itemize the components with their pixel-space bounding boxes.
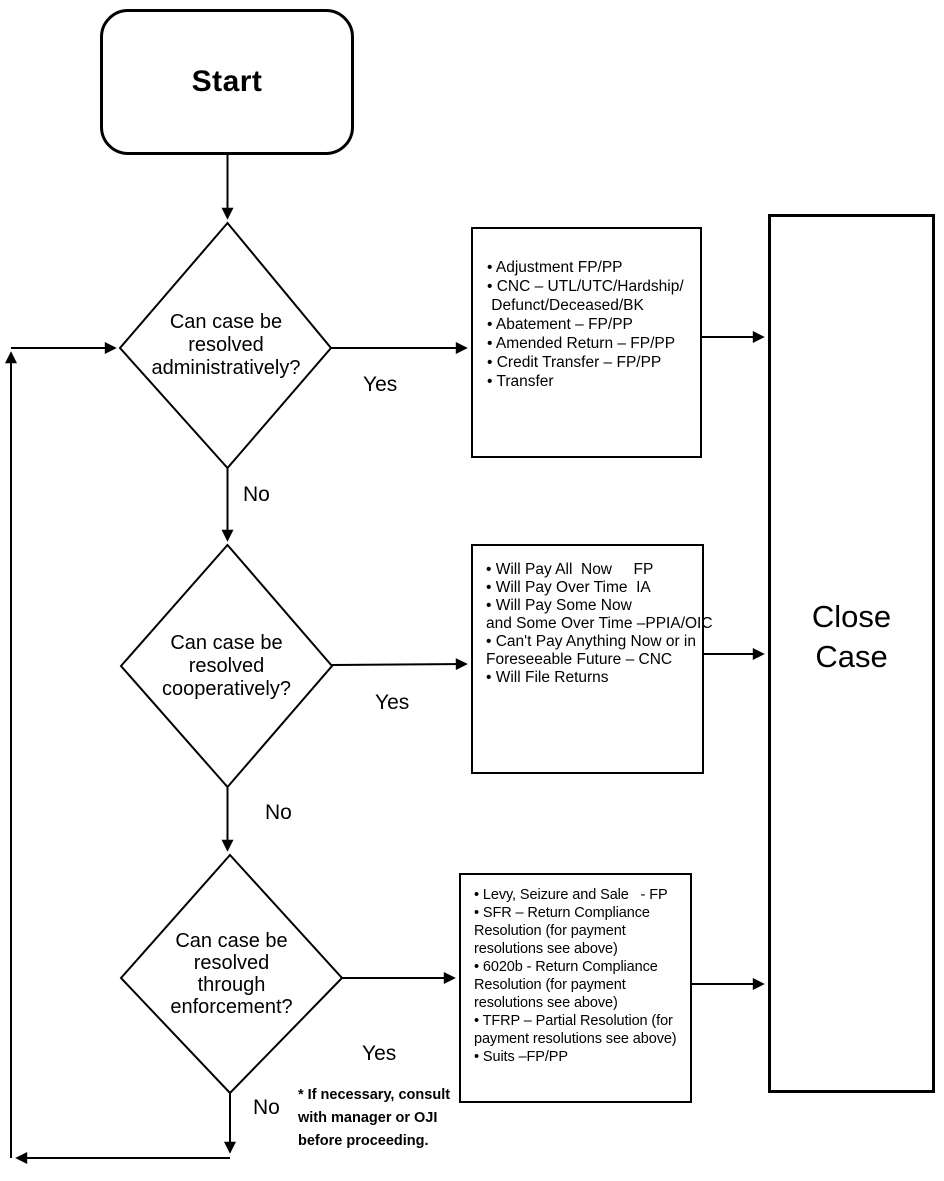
edge-yes2 xyxy=(332,664,466,665)
manager-consult-footnote: * If necessary, consult with manager or OJI before proceeding. xyxy=(298,1087,451,1149)
close-case-label: Close Case xyxy=(811,599,892,674)
edge-label-no-3: No xyxy=(253,1096,280,1119)
enforcement-resolutions-box: • Levy, Seizure and Sale - FP • SFR – Return Compliance Resolution (for payment resolutions see above) • 6020b - Return Compliance Resolution (for payment resolutions see above) • TFRP – Partial Resolution (for payment resolutions see above) • Suits –FP/PP xyxy=(459,873,692,1103)
start-node xyxy=(100,9,354,155)
edge-label-yes-2: Yes xyxy=(375,691,410,714)
decision2-label: Can case be resolved cooperatively? xyxy=(162,631,291,700)
edge-label-no-1: No xyxy=(243,483,270,506)
edge-label-yes-1: Yes xyxy=(363,373,398,396)
cooperative-resolutions-box: • Will Pay All Now FP • Will Pay Over Time IA • Will Pay Some Now and Some Over Time –PPIA/OIC • Can't Pay Anything Now or in Foreseeable Future – CNC • Will File Returns xyxy=(471,544,704,774)
edge-label-no-2: No xyxy=(265,801,292,824)
edge-label-yes-3: Yes xyxy=(362,1042,397,1065)
close-case-node xyxy=(768,214,935,1093)
decision3-label: Can case be resolved through enforcement? xyxy=(170,930,293,1018)
administrative-resolutions-box: • Adjustment FP/PP • CNC – UTL/UTC/Hardship/ Defunct/Deceased/BK • Abatement – FP/PP • Amended Return – FP/PP • Credit Transfer – FP/PP • Transfer xyxy=(471,227,702,458)
start-label: Start xyxy=(191,65,263,98)
decision1-label: Can case be resolved administratively? xyxy=(151,311,301,379)
